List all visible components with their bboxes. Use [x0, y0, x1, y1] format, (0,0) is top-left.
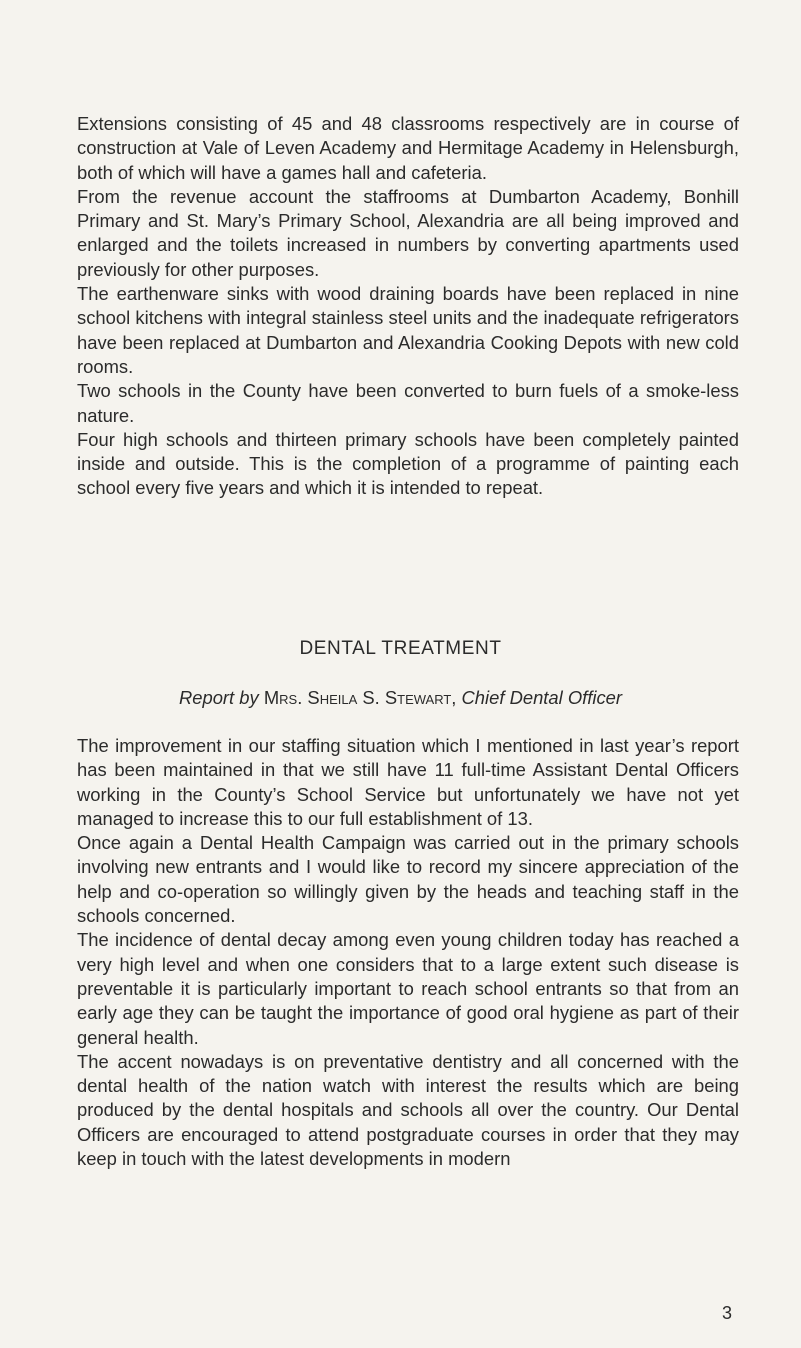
report-byline [0, 686, 801, 710]
paragraph-staffrooms: From the revenue account the staffrooms at Dumbarton Academy, Bonhill Primary and St. Mary’s Primary School, Alexandria are all being improved and enlarged and the toilets increased in numbers by converting apartments used previously for other purposes. [77, 185, 739, 280]
byline-prefix: Report by [178, 687, 259, 708]
byline-author: Mrs. Sheila S. Stewart, [263, 687, 457, 708]
paragraph-campaign: Once again a Dental Health Campaign was carried out in the primary schools involving new entrants and I would like to record my sincere appreciation of the help and co-operation so willingly given by the heads and teaching staff in the schools concerned. [77, 832, 739, 927]
paragraph-painting: Four high schools and thirteen primary schools have been completely painted inside and outside. This is the completion of a programme of painting each school every five years and which it is intended to repeat. [77, 428, 739, 499]
paragraph-decay: The incidence of dental decay among even young children today has reached a very high level and when one considers that to a large extent such disease is preventable it is particularly important to reach school entrants so that from an early age they can be taught the importance of good oral hygiene as part of their general health. [77, 929, 739, 1048]
paragraph-extensions: Extensions consisting of 45 and 48 classrooms respectively are in course of construction at Vale of Leven Academy and Hermitage Academy in Helensburgh, both of which will have a games hall and cafeteria. [77, 113, 739, 183]
dental-report-section [77, 734, 739, 1171]
section-heading: DENTAL TREATMENT [299, 638, 502, 659]
paragraph-sinks: The earthenware sinks with wood draining boards have been replaced in nine school kitchens with integral stainless steel units and the inadequate refrigerators have been replaced at Dumbarton and Alexandria Cooking Depots with new cold rooms. [77, 283, 739, 377]
paragraph-smokeless: Two schools in the County have been converted to burn fuels of a smoke-less nature. [77, 380, 739, 426]
page-number: 3 [722, 1303, 733, 1323]
byline-role: Chief Dental Officer [461, 687, 623, 708]
paragraph-staffing: The improvement in our staffing situation which I mentioned in last year’s report has been maintained in that we still have 11 full-time Assistant Dental Officers working in the County’s School Service but unfortunately we have not yet managed to increase this to our full establishment of 13. [77, 735, 739, 829]
paragraph-preventative: The accent nowadays is on preventative dentistry and all concerned with the dental health of the nation watch with interest the results which are being produced by the dental hospitals and schools all over the country. Our Dental Officers are encouraged to attend postgraduate courses in order that they may keep in touch with the latest developments in modern [77, 1050, 739, 1170]
school-buildings-section [77, 112, 739, 501]
